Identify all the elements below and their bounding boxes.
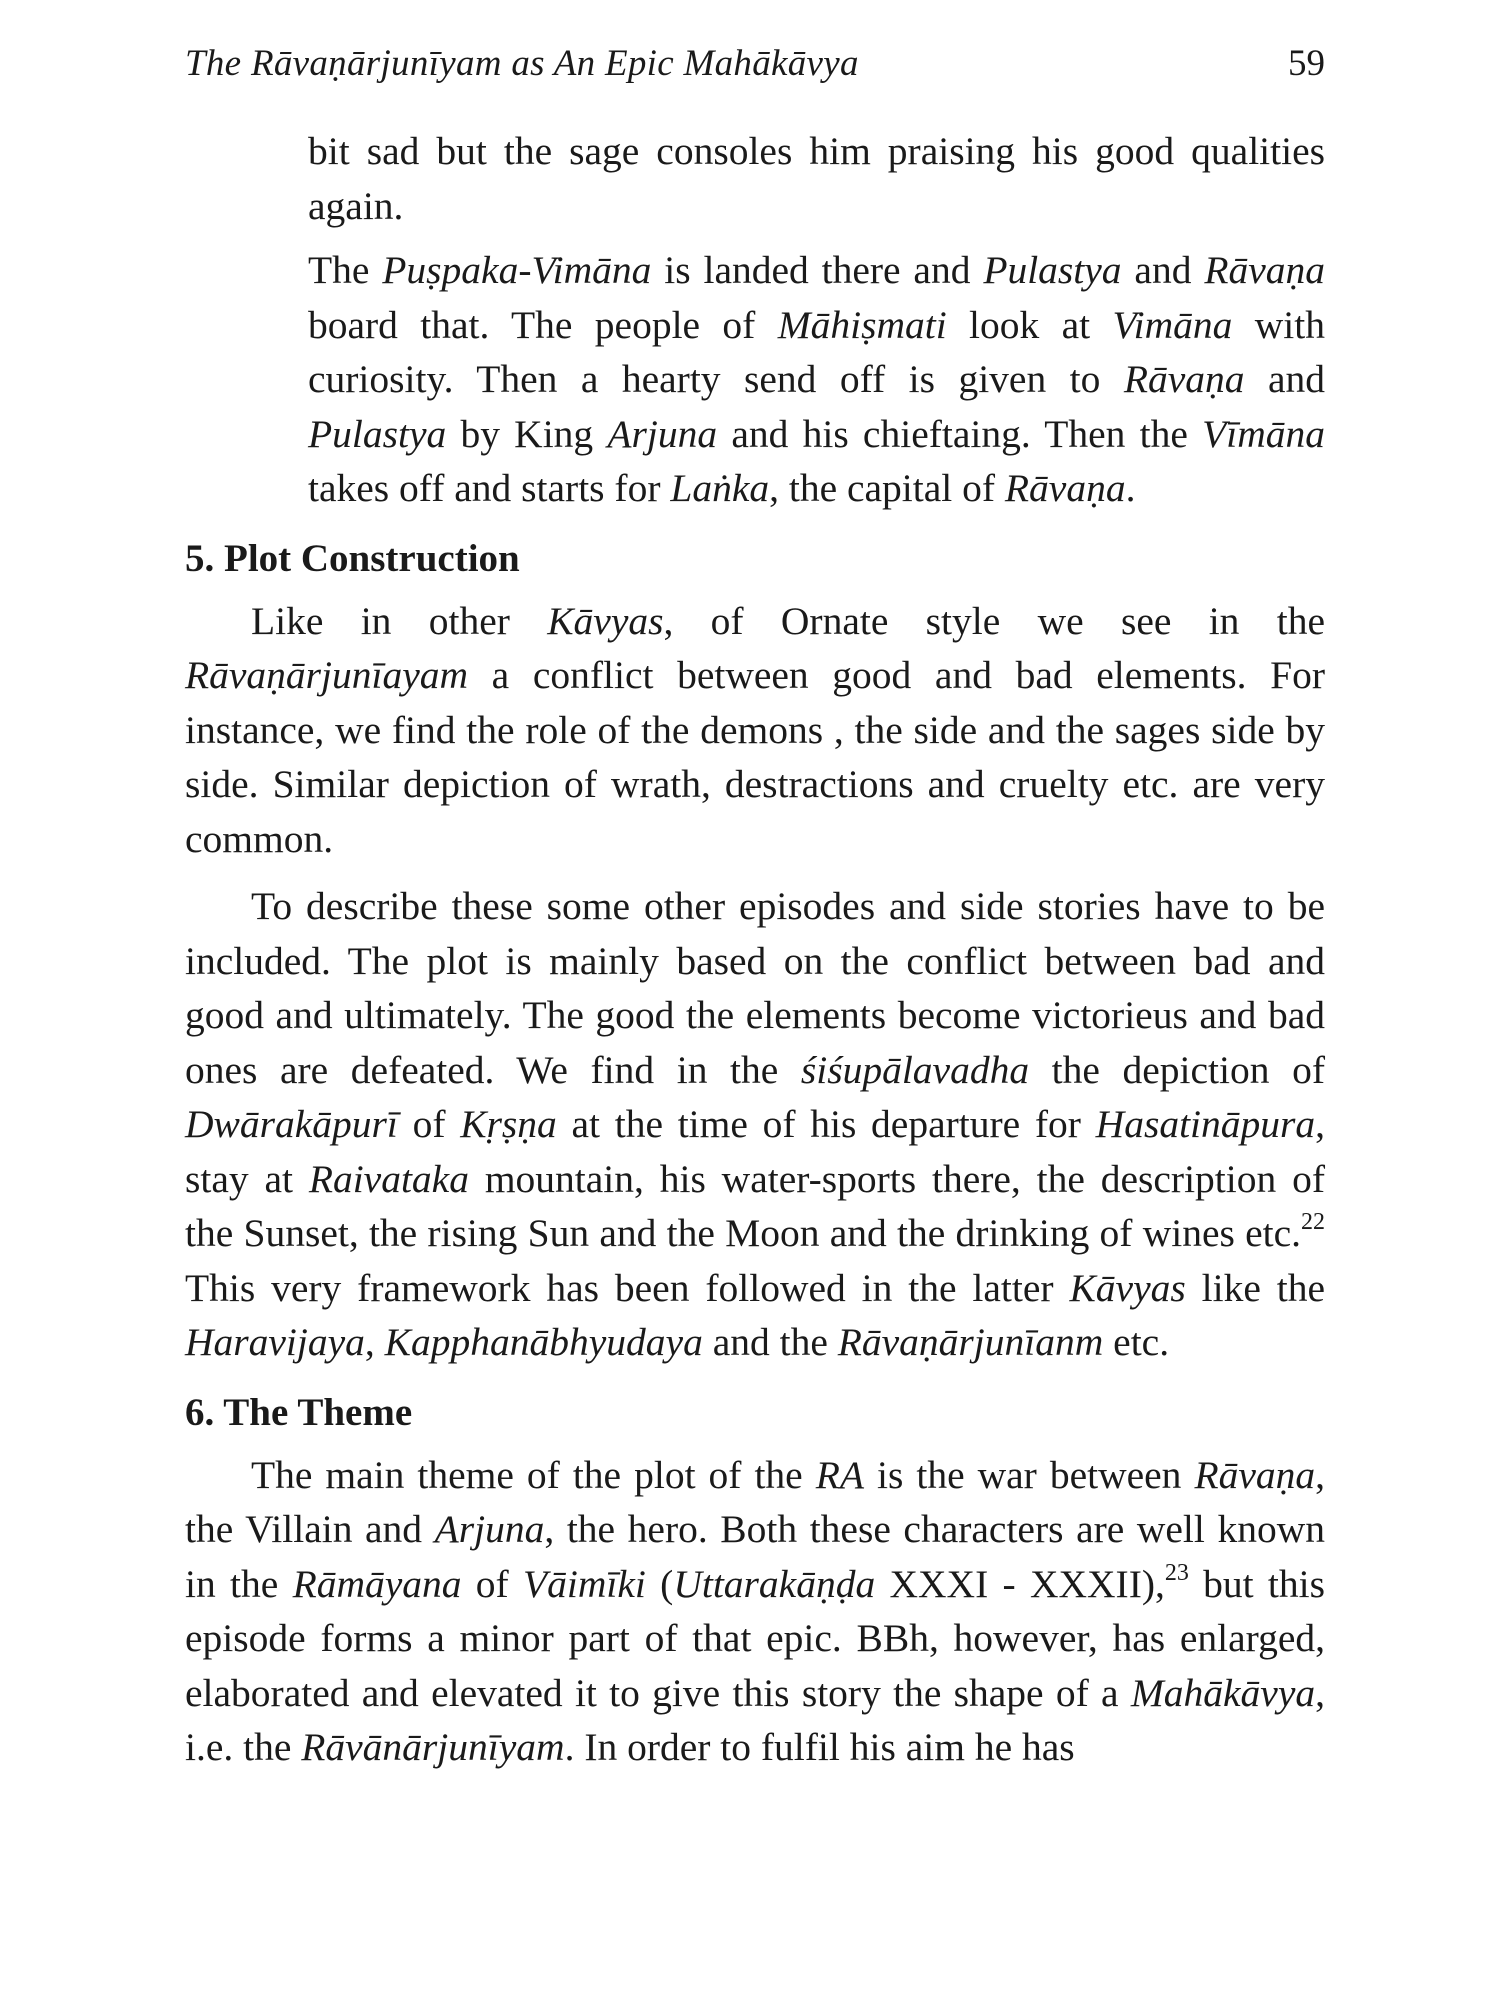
paragraph-vimana: The Puṣpaka-Vimāna is landed there and Pulastya and Rāvaṇa board that. The people of Māhiṣmati look at Vimāna with curiosity. Then a hearty send off is given to Rāvaṇa and Pulastya by King Arjuna and his chieftaing. Then the Vīmāna takes off and starts for Laṅka, the capital of Rāvaṇa. — [308, 248, 1325, 510]
paragraph-theme-1: The main theme of the plot of the RA is the war between Rāvaṇa, the Villain and Arjuna, the hero. Both these characters are well known in the Rāmāyana of Vāimīki (Uttarakāṇḍa XXXI - XXXII),$^{23}$ but this episode forms a minor part of that epic. BBh, however, has enlarged, elaborated and elevated it to give this story the shape of a Mahākāvya, i.e. the Rāvānārjunīyam. In order to fulfil his aim he has — [185, 1452, 1326, 1769]
running-header — [185, 28, 1325, 98]
section-heading-theme: 6. The Theme — [185, 1390, 413, 1434]
page-number: 59 — [1288, 42, 1325, 84]
footnote-ref-23: 23 — [1164, 1559, 1189, 1586]
footnote-ref-22: 22 — [1301, 1209, 1325, 1235]
paragraph-plot-1: Like in other Kāvyas, of Ornate style we see in the Rāvaṇārjunīayam a conflict between good and bad elements. For instance, we find the role of the demons , the side and the sages side by side. Similar depiction of wrath, destractions and cruelty etc. are very common. — [185, 598, 1325, 861]
running-title: The Rāvaṇārjunīyam as An Epic Mahākāvya — [185, 42, 859, 84]
paragraph-continued: bit sad but the sage consoles him praising his good qualities again. — [308, 129, 1325, 228]
paragraph-plot-2: To describe these some other episodes and side stories have to be included. The plot is mainly based on the conflict between bad and good and ultimately. The good the elements become victorieus and bad ones are defeated. We find in the śiśupālavadha the depiction of Dwārakāpurī of Kṛṣṇa at the time of his departure for Hasatināpura, stay at Raivataka mountain, his water-sports there, the description of the Sunset, the rising Sun and the Moon and the drinking of wines etc.$^{22}$ This very framework has been followed in the latter Kāvyas like the Haravijaya, Kapphanābhyudaya and the Rāvaṇārjunīanm etc. — [185, 884, 1326, 1364]
section-heading-plot-construction: 5. Plot Construction — [185, 536, 520, 580]
page-body — [185, 124, 1325, 1775]
